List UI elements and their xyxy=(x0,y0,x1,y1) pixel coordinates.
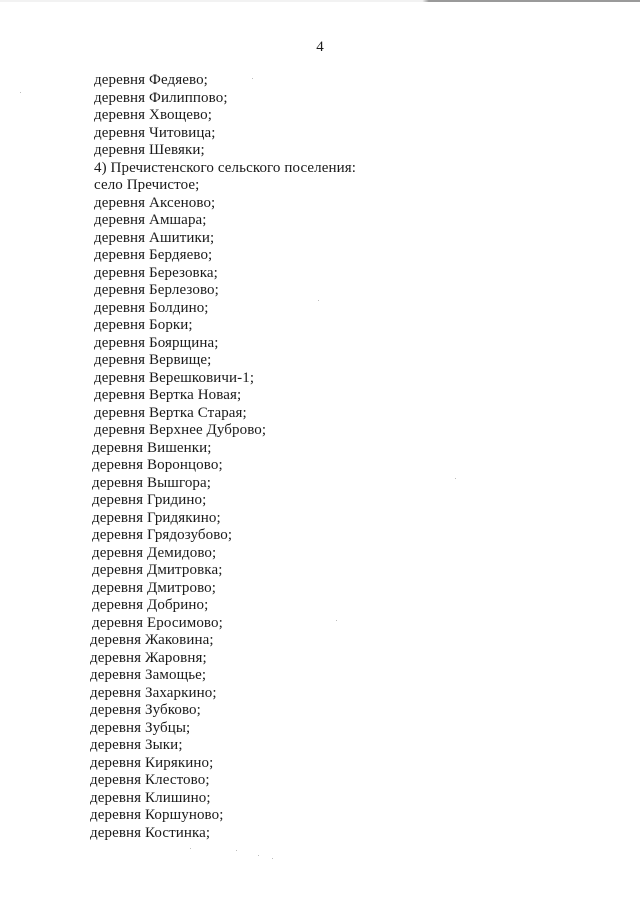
list-item: деревня Березовка; xyxy=(94,264,218,281)
list-item: деревня Кирякино; xyxy=(90,754,214,771)
list-item: деревня Костинка; xyxy=(90,824,211,841)
scan-speck xyxy=(336,620,337,621)
list-item: деревня Еросимово; xyxy=(92,614,223,631)
scan-speck xyxy=(20,92,21,93)
list-item: деревня Вишенки; xyxy=(92,439,212,456)
list-item: деревня Дмитровка; xyxy=(92,562,223,578)
list-item: деревня Читовица; xyxy=(94,124,216,141)
list-item: деревня Боярщина; xyxy=(94,334,219,351)
scan-speck xyxy=(236,850,237,851)
section-heading: 4) Пречистенского сельского поселения: xyxy=(94,159,357,176)
scan-speck xyxy=(190,848,191,849)
list-item: деревня Клишино; xyxy=(90,789,211,806)
list-item: деревня Борки; xyxy=(94,317,193,333)
list-item: деревня Ашитики; xyxy=(94,229,215,246)
list-item: деревня Бердяево; xyxy=(94,247,213,263)
list-item: деревня Клестово; xyxy=(90,772,210,788)
list-item: деревня Хвощево; xyxy=(94,107,212,123)
scan-speck xyxy=(252,78,253,79)
scan-top-edge xyxy=(0,0,640,2)
list-item: деревня Вертка Новая; xyxy=(94,387,242,403)
list-item: деревня Федяево; xyxy=(94,72,208,88)
list-item: деревня Берлезово; xyxy=(94,282,219,298)
list-item: деревня Демидово; xyxy=(92,544,217,561)
list-item: деревня Филиппово; xyxy=(94,89,228,106)
list-item: деревня Верхнее Дуброво; xyxy=(94,422,267,438)
list-item: деревня Вышгора; xyxy=(92,474,212,491)
list-item: деревня Добрино; xyxy=(92,597,209,613)
list-item: деревня Верешковичи-1; xyxy=(94,369,255,386)
list-item: деревня Зубцы; xyxy=(90,719,191,736)
list-item: деревня Вертка Старая; xyxy=(94,404,247,421)
list-item: деревня Шевяки; xyxy=(94,142,205,158)
list-item: деревня Гридино; xyxy=(92,492,207,508)
list-item: деревня Грядозубово; xyxy=(92,527,233,543)
list-item: деревня Захаркино; xyxy=(90,684,217,701)
list-item: деревня Жаровня; xyxy=(90,649,207,666)
settlement-list xyxy=(90,72,357,842)
list-item: деревня Воронцово; xyxy=(92,457,223,473)
list-item: деревня Зубково; xyxy=(90,702,201,718)
scan-speck xyxy=(258,855,259,856)
scan-speck xyxy=(318,300,319,301)
scan-speck xyxy=(455,478,456,479)
list-item: село Пречистое; xyxy=(94,177,200,193)
list-item: деревня Дмитрово; xyxy=(92,579,217,596)
list-item: деревня Замощье; xyxy=(90,667,207,683)
page-number: 4 xyxy=(316,39,324,55)
list-item: деревня Коршуново; xyxy=(90,807,224,823)
list-item: деревня Вервище; xyxy=(94,352,212,368)
list-item: деревня Аксеново; xyxy=(94,194,216,211)
scan-speck xyxy=(272,858,273,859)
list-item: деревня Зыки; xyxy=(90,737,183,753)
list-item: деревня Жаковина; xyxy=(90,632,214,648)
list-item: деревня Амшара; xyxy=(94,212,207,228)
list-item: деревня Гридякино; xyxy=(92,509,221,526)
list-item: деревня Болдино; xyxy=(94,299,209,316)
